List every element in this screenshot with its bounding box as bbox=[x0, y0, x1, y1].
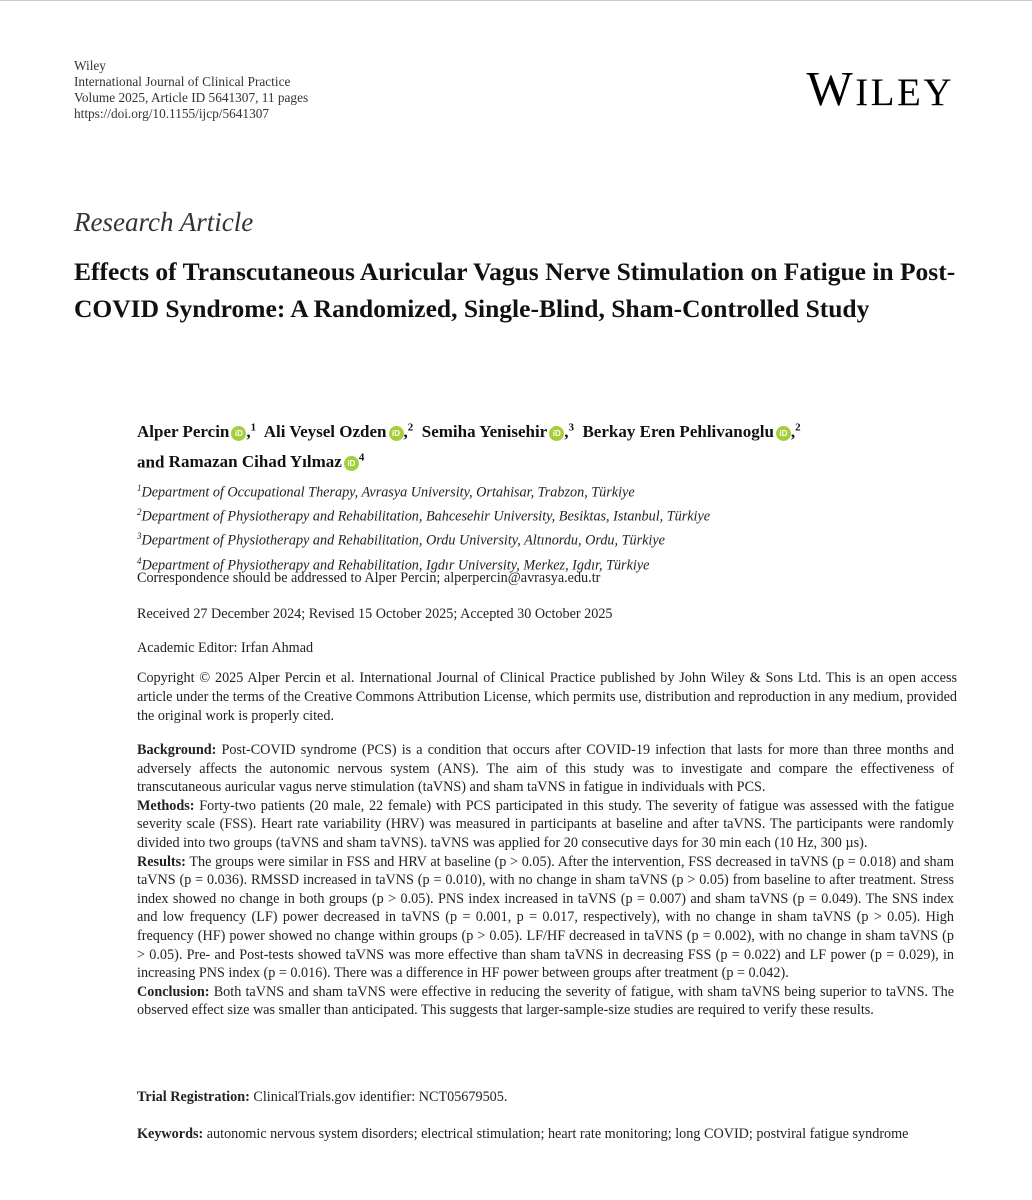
article-type: Research Article bbox=[74, 207, 254, 237]
keywords bbox=[137, 1125, 954, 1144]
background-text: Post-COVID syndrome (PCS) is a condition that occurs after COVID-19 infection that lasts for more than three months and adversely affects the autonomic nervous system (ANS). The aim of this study was to investigate and compare the effectiveness of transcutaneous auricular vagus nerve stimulation (taVNS) and sham taVNS in fatigue in individuals with PCS. bbox=[137, 742, 955, 796]
author[interactable]: Semiha Yenisehir iD ,$^3$ bbox=[421, 421, 574, 441]
keywords-label: Keywords: bbox=[137, 1126, 204, 1142]
background-label: Background: bbox=[137, 742, 217, 758]
affiliation bbox=[137, 479, 977, 503]
author[interactable]: Berkay Eren Pehlivanoglu iD ,$^2$ bbox=[582, 421, 801, 441]
trial-registration bbox=[137, 1089, 507, 1106]
author-affiliation-ref: 2 bbox=[795, 421, 801, 433]
publisher-name: Wiley bbox=[74, 58, 106, 73]
orcid-icon[interactable]: iD bbox=[231, 426, 246, 441]
affiliation-text: Department of Physiotherapy and Rehabilitation, Bahcesehir University, Besiktas, Istanbul, Türkiye bbox=[141, 508, 711, 525]
methods-text: Forty-two patients (20 male, 22 female) with PCS participated in this study. The severity of fatigue was assessed with the fatigue severity scale (FSS). Heart rate variability (HRV) was measured in participants at baseline and after taVNS. The participants were randomly divided into two groups (taVNS and sham taVNS). taVNS was applied for 20 consecutive days for 30 min each (10 Hz, 300 µs). bbox=[137, 797, 954, 851]
results-text: The groups were similar in FSS and HRV at baseline (p > 0.05). After the intervention, FSS decreased in taVNS (p = 0.018) and sham taVNS (p = 0.036). RMSSD increased in taVNS (p = 0.010), with no change in sham taVNS (p > 0.05) from baseline to after treatment. Stress index showed no change in both groups (p > 0.05). PNS index increased in taVNS (p = 0.007) and sham taVNS (p = 0.049). The SNS index and low frequency (LF) power decreased in taVNS (p = 0.001, p = 0.017, respectively), with no change in sham taVNS (p > 0.05). High frequency (HF) power showed no change within groups (p > 0.05). LF/HF decreased in taVNS (p = 0.002), with no change in sham taVNS (p > 0.05). Pre- and Post-tests showed taVNS was more effective than sham taVNS in decreasing FSS (p = 0.022) and LF power (p = 0.029), in increasing PNS index (p = 0.016). There was a difference in HF power between groups after treatment (p = 0.042). bbox=[137, 853, 954, 982]
orcid-icon[interactable]: iD bbox=[344, 456, 359, 471]
author[interactable]: Alper Percin iD ,$^1$ bbox=[137, 421, 257, 441]
orcid-icon[interactable]: iD bbox=[389, 426, 404, 441]
author-affiliation-ref: 1 bbox=[250, 421, 257, 433]
author[interactable]: Ali Veysel Ozden iD ,$^2$ bbox=[263, 421, 414, 441]
affiliation bbox=[137, 527, 977, 551]
affiliation-text: Department of Occupational Therapy, Avrasya University, Ortahisar, Trabzon, Türkiye bbox=[141, 484, 635, 501]
academic-editor: Academic Editor: Irfan Ahmad bbox=[137, 640, 314, 656]
orcid-icon[interactable]: iD bbox=[776, 426, 791, 441]
article-title: Effects of Transcutaneous Auricular Vagus Nerve Stimulation on Fatigue in Post-COVID Syndrome: A Randomized, Single-Blind, Sham-Controlled Study bbox=[74, 257, 956, 323]
wiley-logo bbox=[806, 59, 954, 123]
author-affiliation-ref: 3 bbox=[568, 421, 574, 433]
journal-meta bbox=[74, 58, 308, 122]
affiliation-number: 2 bbox=[137, 507, 142, 518]
abstract-methods bbox=[137, 797, 954, 853]
logo-rest: ILEY bbox=[855, 71, 954, 114]
results-label: Results: bbox=[137, 853, 186, 870]
abstract-conclusion bbox=[137, 983, 954, 1020]
orcid-icon[interactable]: iD bbox=[549, 426, 564, 441]
affiliation-number: 4 bbox=[137, 555, 142, 566]
conclusion-label: Conclusion: bbox=[137, 983, 210, 1000]
author-name: Ali Veysel Ozden bbox=[263, 421, 387, 441]
article-dates: Received 27 December 2024; Revised 15 October 2025; Accepted 30 October 2025 bbox=[137, 606, 613, 622]
trial-text: ClinicalTrials.gov identifier: NCT05679505. bbox=[253, 1089, 508, 1105]
author[interactable] bbox=[169, 452, 365, 471]
affiliation-text: Department of Physiotherapy and Rehabilitation, Igdır University, Merkez, Igdır, Türkiye bbox=[141, 557, 650, 574]
affiliation-number: 1 bbox=[137, 483, 142, 493]
trial-label: Trial Registration: bbox=[137, 1089, 250, 1105]
keywords-text: autonomic nervous system disorders; electrical stimulation; heart rate monitoring; long COVID; postviral fatigue syndrome bbox=[206, 1126, 909, 1142]
author-name: Alper Percin bbox=[137, 421, 230, 441]
methods-label: Methods: bbox=[137, 797, 195, 814]
author-list bbox=[137, 414, 977, 475]
author-conjunction: and bbox=[137, 452, 165, 472]
author-name: Semiha Yenisehir bbox=[421, 421, 548, 441]
abstract bbox=[137, 741, 954, 1020]
author-name: Ramazan Cihad Yılmaz bbox=[168, 452, 342, 472]
author-affiliation-ref: 2 bbox=[407, 421, 414, 433]
abstract-background bbox=[137, 741, 954, 797]
affiliation-number: 3 bbox=[137, 531, 142, 542]
affiliation bbox=[137, 503, 977, 527]
affiliation-list bbox=[137, 479, 977, 576]
affiliation-text: Department of Physiotherapy and Rehabilitation, Ordu University, Altınordu, Ordu, Türkiye bbox=[141, 533, 665, 550]
volume-line: Volume 2025, Article ID 5641307, 11 pages bbox=[74, 90, 309, 105]
copyright-notice: Copyright © 2025 Alper Percin et al. International Journal of Clinical Practice published by John Wiley & Sons Ltd. This is an open access article under the terms of the Creative Commons Attribution License, which permits use, distribution and reproduction in any medium, provided the original work is properly cited. bbox=[137, 670, 957, 724]
correspondence: Correspondence should be addressed to Alper Percin; alperpercin@avrasya.edu.tr bbox=[137, 570, 601, 586]
conclusion-text: Both taVNS and sham taVNS were effective in reducing the severity of fatigue, with sham taVNS being superior to taVNS. The observed effect size was smaller than anticipated. This suggests that larger-sample-size studies are required to verify these results. bbox=[137, 983, 954, 1019]
doi-link[interactable]: https://doi.org/10.1155/ijcp/5641307 bbox=[74, 106, 270, 121]
author-affiliation-ref: 4 bbox=[358, 451, 365, 464]
abstract-results bbox=[137, 853, 954, 983]
author-name: Berkay Eren Pehlivanoglu bbox=[582, 421, 774, 441]
logo-first-letter: W bbox=[806, 61, 856, 116]
journal-name: International Journal of Clinical Practice bbox=[74, 74, 291, 89]
